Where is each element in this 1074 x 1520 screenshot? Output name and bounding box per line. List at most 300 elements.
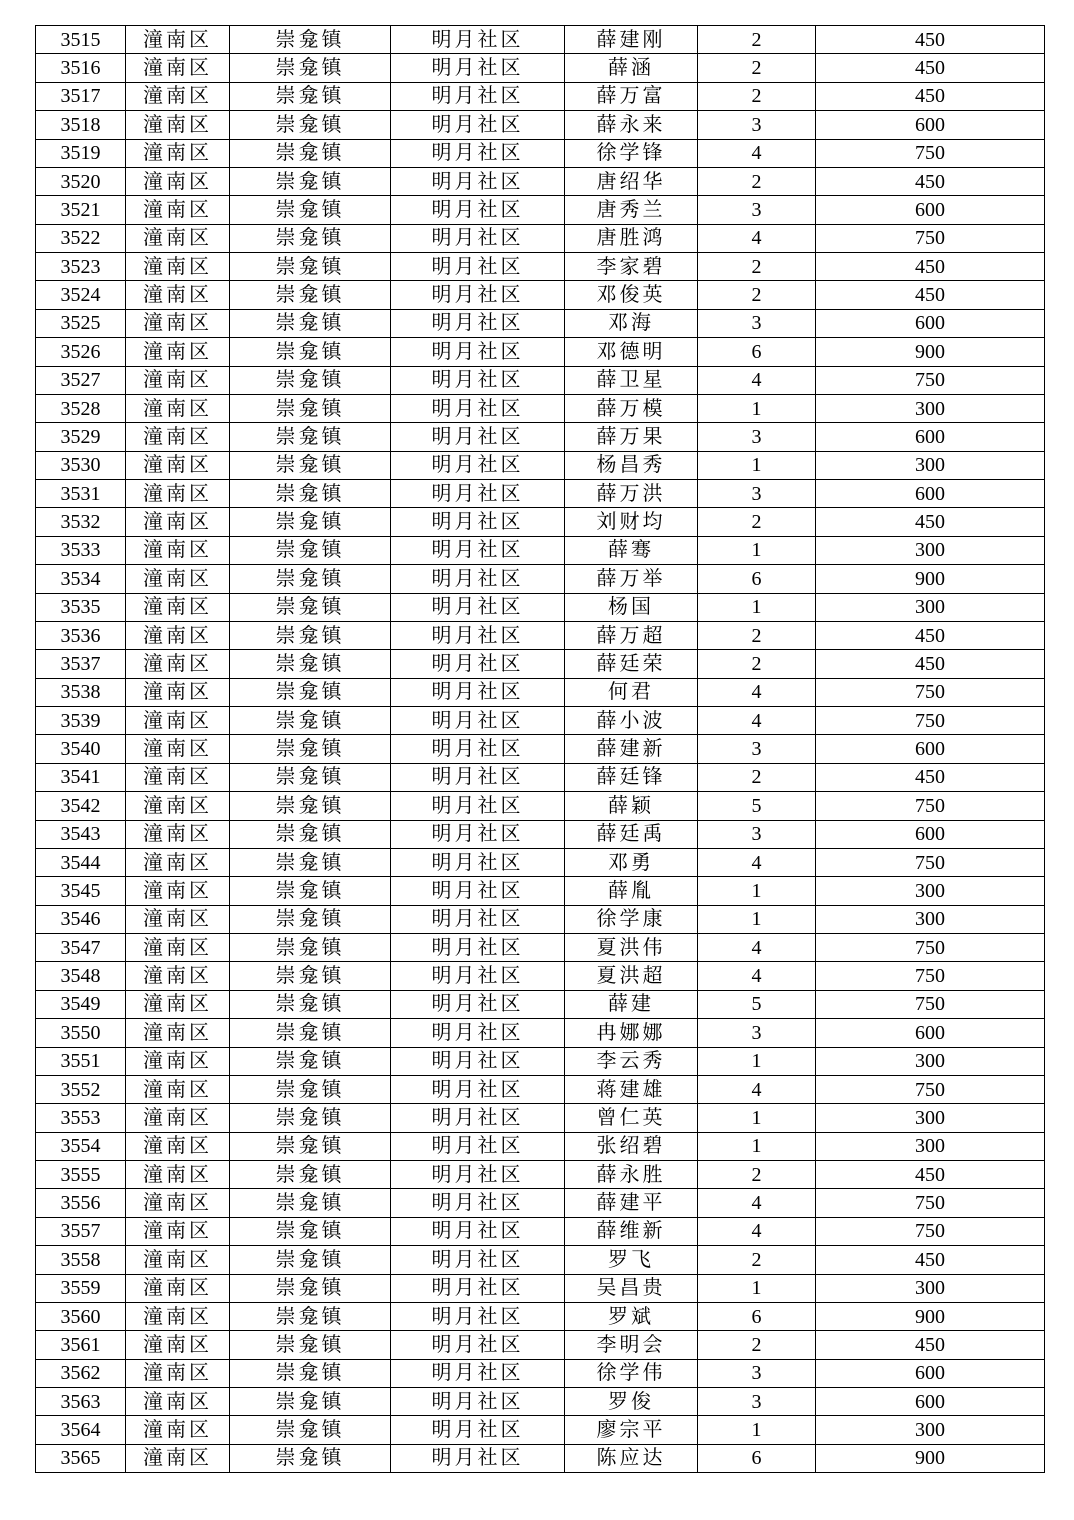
household-size-cell: 3 [698, 423, 816, 451]
town-cell: 崇龛镇 [230, 1388, 391, 1416]
household-size-cell: 4 [698, 848, 816, 876]
table-row [36, 735, 1045, 763]
community-cell: 明月社区 [391, 167, 565, 195]
table-row [36, 1217, 1045, 1245]
community-cell: 明月社区 [391, 480, 565, 508]
household-size-cell: 4 [698, 678, 816, 706]
name-cell: 夏洪超 [565, 962, 698, 990]
table-row [36, 366, 1045, 394]
row-number-cell: 3552 [36, 1075, 126, 1103]
table-row [36, 565, 1045, 593]
table-row [36, 990, 1045, 1018]
town-cell: 崇龛镇 [230, 621, 391, 649]
household-size-cell: 5 [698, 792, 816, 820]
row-number-cell: 3542 [36, 792, 126, 820]
town-cell: 崇龛镇 [230, 650, 391, 678]
row-number-cell: 3515 [36, 26, 126, 54]
town-cell: 崇龛镇 [230, 1302, 391, 1330]
household-size-cell: 2 [698, 54, 816, 82]
household-size-cell: 1 [698, 593, 816, 621]
amount-cell: 300 [816, 1104, 1045, 1132]
amount-cell: 600 [816, 480, 1045, 508]
row-number-cell: 3530 [36, 451, 126, 479]
community-cell: 明月社区 [391, 1302, 565, 1330]
row-number-cell: 3561 [36, 1331, 126, 1359]
name-cell: 薛永胜 [565, 1161, 698, 1189]
row-number-cell: 3544 [36, 848, 126, 876]
table-row [36, 1359, 1045, 1387]
district-cell: 潼南区 [126, 338, 230, 366]
row-number-cell: 3519 [36, 139, 126, 167]
row-number-cell: 3547 [36, 934, 126, 962]
town-cell: 崇龛镇 [230, 139, 391, 167]
town-cell: 崇龛镇 [230, 565, 391, 593]
district-cell: 潼南区 [126, 905, 230, 933]
town-cell: 崇龛镇 [230, 593, 391, 621]
community-cell: 明月社区 [391, 451, 565, 479]
community-cell: 明月社区 [391, 26, 565, 54]
amount-cell: 900 [816, 1444, 1045, 1472]
roster-table [35, 25, 1045, 1473]
district-cell: 潼南区 [126, 792, 230, 820]
town-cell: 崇龛镇 [230, 905, 391, 933]
row-number-cell: 3540 [36, 735, 126, 763]
district-cell: 潼南区 [126, 1388, 230, 1416]
household-size-cell: 1 [698, 1132, 816, 1160]
district-cell: 潼南区 [126, 54, 230, 82]
row-number-cell: 3516 [36, 54, 126, 82]
household-size-cell: 3 [698, 309, 816, 337]
table-row [36, 309, 1045, 337]
town-cell: 崇龛镇 [230, 394, 391, 422]
household-size-cell: 2 [698, 1331, 816, 1359]
town-cell: 崇龛镇 [230, 167, 391, 195]
district-cell: 潼南区 [126, 224, 230, 252]
amount-cell: 600 [816, 1388, 1045, 1416]
name-cell: 薛卫星 [565, 366, 698, 394]
name-cell: 薛胤 [565, 877, 698, 905]
table-row [36, 1274, 1045, 1302]
household-size-cell: 1 [698, 877, 816, 905]
table-row [36, 848, 1045, 876]
name-cell: 薛建 [565, 990, 698, 1018]
amount-cell: 300 [816, 1274, 1045, 1302]
household-size-cell: 3 [698, 1359, 816, 1387]
amount-cell: 300 [816, 1047, 1045, 1075]
town-cell: 崇龛镇 [230, 366, 391, 394]
household-size-cell: 3 [698, 735, 816, 763]
community-cell: 明月社区 [391, 934, 565, 962]
row-number-cell: 3518 [36, 111, 126, 139]
row-number-cell: 3550 [36, 1019, 126, 1047]
row-number-cell: 3535 [36, 593, 126, 621]
district-cell: 潼南区 [126, 196, 230, 224]
amount-cell: 450 [816, 253, 1045, 281]
town-cell: 崇龛镇 [230, 678, 391, 706]
amount-cell: 750 [816, 707, 1045, 735]
amount-cell: 750 [816, 1217, 1045, 1245]
community-cell: 明月社区 [391, 1104, 565, 1132]
name-cell: 罗斌 [565, 1302, 698, 1330]
table-row [36, 536, 1045, 564]
row-number-cell: 3553 [36, 1104, 126, 1132]
name-cell: 张绍碧 [565, 1132, 698, 1160]
town-cell: 崇龛镇 [230, 848, 391, 876]
district-cell: 潼南区 [126, 508, 230, 536]
table-row [36, 480, 1045, 508]
row-number-cell: 3527 [36, 366, 126, 394]
town-cell: 崇龛镇 [230, 962, 391, 990]
amount-cell: 300 [816, 536, 1045, 564]
community-cell: 明月社区 [391, 650, 565, 678]
table-row [36, 707, 1045, 735]
row-number-cell: 3548 [36, 962, 126, 990]
amount-cell: 450 [816, 650, 1045, 678]
table-row [36, 621, 1045, 649]
town-cell: 崇龛镇 [230, 54, 391, 82]
amount-cell: 300 [816, 593, 1045, 621]
household-size-cell: 1 [698, 1104, 816, 1132]
household-size-cell: 2 [698, 167, 816, 195]
amount-cell: 750 [816, 1189, 1045, 1217]
name-cell: 薛建新 [565, 735, 698, 763]
district-cell: 潼南区 [126, 990, 230, 1018]
community-cell: 明月社区 [391, 1075, 565, 1103]
table-row [36, 1161, 1045, 1189]
amount-cell: 450 [816, 1161, 1045, 1189]
household-size-cell: 1 [698, 536, 816, 564]
table-row [36, 253, 1045, 281]
table-row [36, 1388, 1045, 1416]
community-cell: 明月社区 [391, 338, 565, 366]
table-row [36, 196, 1045, 224]
name-cell: 薛建刚 [565, 26, 698, 54]
town-cell: 崇龛镇 [230, 1161, 391, 1189]
household-size-cell: 6 [698, 1302, 816, 1330]
name-cell: 邓德明 [565, 338, 698, 366]
community-cell: 明月社区 [391, 1217, 565, 1245]
town-cell: 崇龛镇 [230, 990, 391, 1018]
name-cell: 薛万富 [565, 82, 698, 110]
town-cell: 崇龛镇 [230, 1274, 391, 1302]
table-row [36, 1444, 1045, 1472]
amount-cell: 300 [816, 451, 1045, 479]
name-cell: 陈应达 [565, 1444, 698, 1472]
community-cell: 明月社区 [391, 1416, 565, 1444]
district-cell: 潼南区 [126, 309, 230, 337]
amount-cell: 600 [816, 1019, 1045, 1047]
row-number-cell: 3526 [36, 338, 126, 366]
household-size-cell: 3 [698, 196, 816, 224]
town-cell: 崇龛镇 [230, 536, 391, 564]
name-cell: 薛廷荣 [565, 650, 698, 678]
amount-cell: 300 [816, 1416, 1045, 1444]
town-cell: 崇龛镇 [230, 1019, 391, 1047]
row-number-cell: 3525 [36, 309, 126, 337]
district-cell: 潼南区 [126, 934, 230, 962]
table-row [36, 820, 1045, 848]
row-number-cell: 3559 [36, 1274, 126, 1302]
district-cell: 潼南区 [126, 621, 230, 649]
community-cell: 明月社区 [391, 565, 565, 593]
name-cell: 曾仁英 [565, 1104, 698, 1132]
name-cell: 薛维新 [565, 1217, 698, 1245]
row-number-cell: 3554 [36, 1132, 126, 1160]
name-cell: 徐学康 [565, 905, 698, 933]
town-cell: 崇龛镇 [230, 309, 391, 337]
row-number-cell: 3534 [36, 565, 126, 593]
town-cell: 崇龛镇 [230, 1416, 391, 1444]
row-number-cell: 3563 [36, 1388, 126, 1416]
town-cell: 崇龛镇 [230, 1104, 391, 1132]
amount-cell: 450 [816, 54, 1045, 82]
table-row [36, 111, 1045, 139]
household-size-cell: 2 [698, 763, 816, 791]
name-cell: 薛万超 [565, 621, 698, 649]
amount-cell: 600 [816, 111, 1045, 139]
town-cell: 崇龛镇 [230, 338, 391, 366]
household-size-cell: 1 [698, 1274, 816, 1302]
household-size-cell: 4 [698, 962, 816, 990]
table-row [36, 1104, 1045, 1132]
table-row [36, 1132, 1045, 1160]
household-size-cell: 3 [698, 820, 816, 848]
community-cell: 明月社区 [391, 1274, 565, 1302]
town-cell: 崇龛镇 [230, 111, 391, 139]
row-number-cell: 3543 [36, 820, 126, 848]
name-cell: 薛建平 [565, 1189, 698, 1217]
amount-cell: 900 [816, 565, 1045, 593]
amount-cell: 750 [816, 1075, 1045, 1103]
name-cell: 薛小波 [565, 707, 698, 735]
district-cell: 潼南区 [126, 820, 230, 848]
community-cell: 明月社区 [391, 593, 565, 621]
community-cell: 明月社区 [391, 224, 565, 252]
name-cell: 罗俊 [565, 1388, 698, 1416]
town-cell: 崇龛镇 [230, 792, 391, 820]
district-cell: 潼南区 [126, 1274, 230, 1302]
row-number-cell: 3536 [36, 621, 126, 649]
amount-cell: 750 [816, 678, 1045, 706]
district-cell: 潼南区 [126, 1359, 230, 1387]
district-cell: 潼南区 [126, 1416, 230, 1444]
town-cell: 崇龛镇 [230, 1189, 391, 1217]
row-number-cell: 3565 [36, 1444, 126, 1472]
district-cell: 潼南区 [126, 1302, 230, 1330]
row-number-cell: 3531 [36, 480, 126, 508]
community-cell: 明月社区 [391, 962, 565, 990]
town-cell: 崇龛镇 [230, 934, 391, 962]
town-cell: 崇龛镇 [230, 1217, 391, 1245]
district-cell: 潼南区 [126, 1104, 230, 1132]
row-number-cell: 3521 [36, 196, 126, 224]
row-number-cell: 3522 [36, 224, 126, 252]
name-cell: 薛廷锋 [565, 763, 698, 791]
community-cell: 明月社区 [391, 1132, 565, 1160]
community-cell: 明月社区 [391, 820, 565, 848]
table-row [36, 593, 1045, 621]
household-size-cell: 2 [698, 26, 816, 54]
table-row [36, 877, 1045, 905]
community-cell: 明月社区 [391, 281, 565, 309]
community-cell: 明月社区 [391, 111, 565, 139]
amount-cell: 750 [816, 962, 1045, 990]
amount-cell: 900 [816, 338, 1045, 366]
row-number-cell: 3537 [36, 650, 126, 678]
amount-cell: 750 [816, 990, 1045, 1018]
district-cell: 潼南区 [126, 1047, 230, 1075]
name-cell: 邓海 [565, 309, 698, 337]
community-cell: 明月社区 [391, 1359, 565, 1387]
row-number-cell: 3541 [36, 763, 126, 791]
table-row [36, 281, 1045, 309]
town-cell: 崇龛镇 [230, 1246, 391, 1274]
district-cell: 潼南区 [126, 1132, 230, 1160]
household-size-cell: 4 [698, 139, 816, 167]
row-number-cell: 3545 [36, 877, 126, 905]
household-size-cell: 2 [698, 253, 816, 281]
name-cell: 蒋建雄 [565, 1075, 698, 1103]
household-size-cell: 4 [698, 707, 816, 735]
name-cell: 吴昌贵 [565, 1274, 698, 1302]
town-cell: 崇龛镇 [230, 1047, 391, 1075]
town-cell: 崇龛镇 [230, 707, 391, 735]
district-cell: 潼南区 [126, 1161, 230, 1189]
community-cell: 明月社区 [391, 707, 565, 735]
amount-cell: 300 [816, 394, 1045, 422]
household-size-cell: 4 [698, 224, 816, 252]
household-size-cell: 3 [698, 480, 816, 508]
town-cell: 崇龛镇 [230, 1075, 391, 1103]
table-row [36, 26, 1045, 54]
name-cell: 薛廷禹 [565, 820, 698, 848]
name-cell: 唐绍华 [565, 167, 698, 195]
town-cell: 崇龛镇 [230, 224, 391, 252]
row-number-cell: 3551 [36, 1047, 126, 1075]
district-cell: 潼南区 [126, 1189, 230, 1217]
household-size-cell: 1 [698, 1416, 816, 1444]
household-size-cell: 1 [698, 1047, 816, 1075]
community-cell: 明月社区 [391, 394, 565, 422]
community-cell: 明月社区 [391, 735, 565, 763]
amount-cell: 300 [816, 1132, 1045, 1160]
name-cell: 薛涵 [565, 54, 698, 82]
amount-cell: 750 [816, 366, 1045, 394]
table-row [36, 905, 1045, 933]
amount-cell: 450 [816, 167, 1045, 195]
community-cell: 明月社区 [391, 763, 565, 791]
district-cell: 潼南区 [126, 678, 230, 706]
name-cell: 李明会 [565, 1331, 698, 1359]
district-cell: 潼南区 [126, 394, 230, 422]
row-number-cell: 3520 [36, 167, 126, 195]
name-cell: 罗飞 [565, 1246, 698, 1274]
town-cell: 崇龛镇 [230, 1331, 391, 1359]
town-cell: 崇龛镇 [230, 423, 391, 451]
district-cell: 潼南区 [126, 1019, 230, 1047]
town-cell: 崇龛镇 [230, 763, 391, 791]
household-size-cell: 2 [698, 650, 816, 678]
town-cell: 崇龛镇 [230, 451, 391, 479]
town-cell: 崇龛镇 [230, 253, 391, 281]
table-row [36, 54, 1045, 82]
name-cell: 夏洪伟 [565, 934, 698, 962]
row-number-cell: 3538 [36, 678, 126, 706]
town-cell: 崇龛镇 [230, 1444, 391, 1472]
community-cell: 明月社区 [391, 1161, 565, 1189]
town-cell: 崇龛镇 [230, 820, 391, 848]
name-cell: 邓俊英 [565, 281, 698, 309]
amount-cell: 450 [816, 26, 1045, 54]
town-cell: 崇龛镇 [230, 196, 391, 224]
district-cell: 潼南区 [126, 536, 230, 564]
name-cell: 李云秀 [565, 1047, 698, 1075]
table-row [36, 962, 1045, 990]
household-size-cell: 4 [698, 1189, 816, 1217]
table-row [36, 508, 1045, 536]
table-row [36, 167, 1045, 195]
town-cell: 崇龛镇 [230, 82, 391, 110]
name-cell: 刘财均 [565, 508, 698, 536]
community-cell: 明月社区 [391, 621, 565, 649]
name-cell: 邓勇 [565, 848, 698, 876]
community-cell: 明月社区 [391, 990, 565, 1018]
household-size-cell: 5 [698, 990, 816, 1018]
household-size-cell: 2 [698, 82, 816, 110]
amount-cell: 600 [816, 196, 1045, 224]
district-cell: 潼南区 [126, 451, 230, 479]
amount-cell: 750 [816, 934, 1045, 962]
district-cell: 潼南区 [126, 650, 230, 678]
community-cell: 明月社区 [391, 1019, 565, 1047]
community-cell: 明月社区 [391, 678, 565, 706]
table-row [36, 650, 1045, 678]
household-size-cell: 6 [698, 338, 816, 366]
row-number-cell: 3529 [36, 423, 126, 451]
community-cell: 明月社区 [391, 366, 565, 394]
household-size-cell: 4 [698, 366, 816, 394]
town-cell: 崇龛镇 [230, 735, 391, 763]
district-cell: 潼南区 [126, 281, 230, 309]
name-cell: 何君 [565, 678, 698, 706]
table-row [36, 394, 1045, 422]
district-cell: 潼南区 [126, 1444, 230, 1472]
district-cell: 潼南区 [126, 763, 230, 791]
household-size-cell: 2 [698, 508, 816, 536]
table-row [36, 1047, 1045, 1075]
district-cell: 潼南区 [126, 139, 230, 167]
name-cell: 徐学伟 [565, 1359, 698, 1387]
table-row [36, 1246, 1045, 1274]
district-cell: 潼南区 [126, 1075, 230, 1103]
name-cell: 薛骞 [565, 536, 698, 564]
household-size-cell: 4 [698, 934, 816, 962]
name-cell: 薛永来 [565, 111, 698, 139]
community-cell: 明月社区 [391, 792, 565, 820]
amount-cell: 450 [816, 763, 1045, 791]
table-row [36, 1416, 1045, 1444]
town-cell: 崇龛镇 [230, 1359, 391, 1387]
row-number-cell: 3556 [36, 1189, 126, 1217]
amount-cell: 450 [816, 281, 1045, 309]
table-row [36, 763, 1045, 791]
name-cell: 薛万洪 [565, 480, 698, 508]
row-number-cell: 3539 [36, 707, 126, 735]
table-row [36, 1189, 1045, 1217]
row-number-cell: 3517 [36, 82, 126, 110]
row-number-cell: 3560 [36, 1302, 126, 1330]
table-row [36, 451, 1045, 479]
